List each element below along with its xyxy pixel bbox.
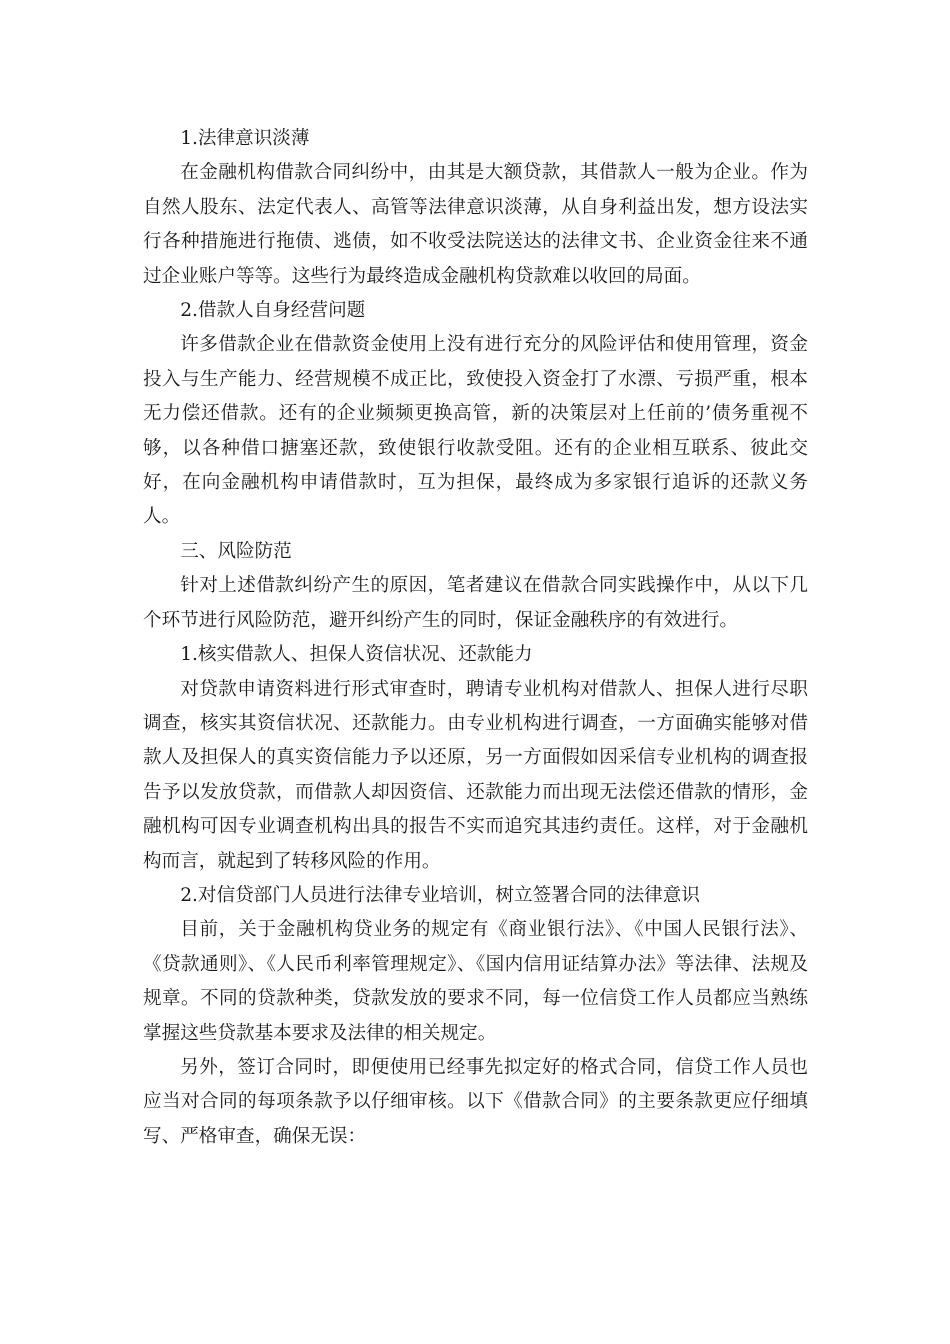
section-heading-risk-prevention: 三、风险防范 — [180, 540, 292, 562]
paragraph-risk-prevention-intro: 针对上述借款纠纷产生的原因，笔者建议在借款合同实践操作中，从以下几个环节进行风险防范，避开纠纷产生的同时，保证金融秩序的有效进行。 — [143, 575, 808, 631]
paragraph-verify-credit: 对贷款申请资料进行形式审查时，聘请专业机构对借款人、担保人进行尽职调查，核实其资信状况、还款能力。由专业机构进行调查，一方面确实能够对借款人及担保人的真实资信能力予以还原，另一方面假如因采信专业机构的调查报告予以发放贷款，而借款人却因资信、还款能力而出现无法偿还借款的情形，金融机构可因专业调查机构出具的报告不实而追究其违约责任。这样，对于金融机构而言，就起到了转移风险的作用。 — [143, 678, 808, 872]
section-heading-borrower-operations: 2.借款人自身经营问题 — [180, 300, 366, 322]
section-heading-legal-training: 2.对信贷部门人员进行法律专业培训，树立签署合同的法律意识 — [180, 884, 700, 906]
section-heading-legal-awareness: 1.法律意识淡薄 — [180, 128, 310, 149]
section-heading-verify-credit: 1.核实借款人、担保人资信状况、还款能力 — [180, 644, 533, 666]
paragraph-borrower-operations: 许多借款企业在借款资金使用上没有进行充分的风险评估和使用管理，资金投入与生产能力、经营规模不成正比，致使投入资金打了水漂、亏损严重，根本无力偿还借款。还有的企业频频更换高管，新的决策层对上任前的’债务重视不够，以各种借口搪塞还款，致使银行收款受阻。还有的企业相互联系、彼此交好，在向金融机构申请借款时，互为担保，最终成为多家银行追诉的还款义务人。 — [143, 334, 808, 528]
paragraph-legal-regulations: 目前，关于金融机构贷业务的规定有《商业银行法》、《中国人民银行法》、《贷款通则》、《人民币利率管理规定》、《国内信用证结算办法》等法律、法规及规章。不同的贷款种类，贷款发放的要求不同，每一位信贷工作人员都应当熟练掌握这些贷款基本要求及法律的相关规定。 — [143, 919, 808, 1044]
document-page — [143, 122, 808, 1154]
paragraph-legal-awareness: 在金融机构借款合同纠纷中，由其是大额贷款，其借款人一般为企业。作为自然人股东、法定代表人、高管等法律意识淡薄，从自身利益出发，想方设法实行各种措施进行拖债、逃债，如不收受法院送达的法律文书、企业资金往来不通过企业账户等等。这些行为最终造成金融机构贷款难以收回的局面。 — [143, 162, 808, 287]
paragraph-contract-review: 另外，签订合同时，即便使用已经事先拟定好的格式合同，信贷工作人员也应当对合同的每项条款予以仔细审核。以下《借款合同》的主要条款更应仔细填写、严格审查，确保无误： — [143, 1056, 808, 1147]
